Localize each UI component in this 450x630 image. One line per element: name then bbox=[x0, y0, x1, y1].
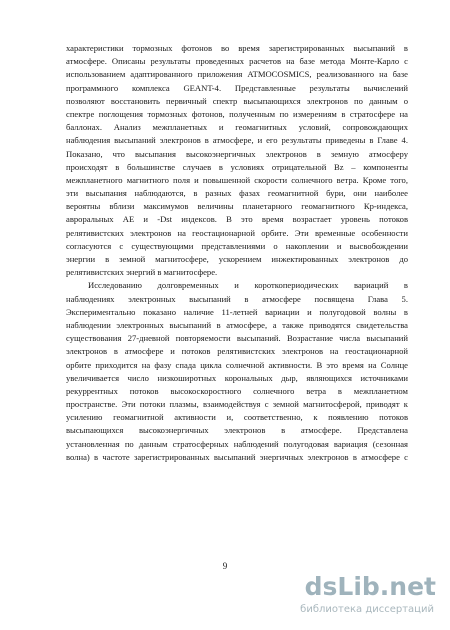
text-line: пространстве. Эти потоки плазмы, взаимодействуя с земной магнитосферой, приводят к bbox=[66, 399, 408, 410]
text-line: Экспериментально показано наличие 11-летней вариации и полугодовой волны в bbox=[66, 306, 408, 317]
page-number: 9 bbox=[222, 561, 228, 571]
text-line: высыпающихся высокоэнергичных электронов в атмосфере. Представлена bbox=[66, 425, 408, 436]
text-line: позволяют восстановить первичный спектр высыпающихся электронов по данным о bbox=[66, 95, 408, 106]
watermark-logo: dsLib.net bbox=[304, 572, 436, 601]
text-line: эти высыпания наблюдаются, в разных фазах геомагнитной бури, они наиболее bbox=[66, 188, 408, 199]
text-line: орбите приходится на фазу спада цикла солнечной активности. В это время на Солнце bbox=[66, 359, 408, 370]
text-line: энергии в земной магнитосфере, ускорением инжектированных электронов до bbox=[66, 254, 408, 264]
text-line: наблюдения высыпаний электронов в атмосфере, и его результаты приведены в Главе 4. bbox=[66, 135, 408, 146]
text-line: увеличивается число низкоширотных корональных дыр, являющихся источниками bbox=[66, 372, 408, 383]
text-line: усилению геомагнитной активности и, соответственно, к появлению потоков bbox=[66, 412, 408, 423]
text-line: вероятны вблизи максимумов величины планетарного геомагнитного Кр-индекса, bbox=[66, 201, 408, 212]
text-line: происходят в большинстве случаев в условиях отрицательной Bz – компоненты bbox=[66, 161, 408, 172]
text-line: Показано, что высыпания высокоэнергичных электронов в земную атмосферу bbox=[66, 148, 408, 159]
text-line: межпланетного магнитного поля и повышенной скорости солнечного ветра. Кроме того, bbox=[66, 174, 408, 185]
text-line: характеристики тормозных фотонов во время зарегистрированных высыпаний в bbox=[66, 43, 408, 53]
watermark-caption: библиотека диссертаций bbox=[300, 604, 434, 615]
text-line: рекуррентных потоков высокоскоростного солнечного ветра в межпланетном bbox=[66, 385, 408, 396]
text-line: спектре поглощения тормозных фотонов, полученным по измерениям в стратосфере на bbox=[66, 108, 408, 119]
text-line: волна) в частоте зарегистрированных высыпаний энергичных электронов в атмосфере с bbox=[66, 451, 408, 462]
body-text bbox=[66, 42, 408, 464]
text-line: авроральных AE и -Dst индексов. В это время возрастает уровень потоков bbox=[66, 214, 408, 225]
text-line: релятивистских электронов на геостационарной орбите. Эти временные особенности bbox=[66, 227, 408, 238]
text-line: Исследованию долговременных и короткопериодических вариаций в bbox=[88, 280, 408, 291]
text-line: согласуются с существующими представлениями о накоплении и высвобождении bbox=[66, 240, 408, 251]
text-line: наблюдении электронных высыпаний в атмосфере, а также приводятся свидетельства bbox=[66, 319, 408, 330]
text-line: существования 27-дневной повторяемости высыпаний. Возрастание числа высыпаний bbox=[66, 333, 408, 344]
text-line: использованием адаптированного приложения ATMOCOSMICS, реализованного на базе bbox=[66, 69, 408, 80]
text-line: наблюдениях электронных высыпаний в атмосфере посвящена Глава 5. bbox=[66, 293, 408, 304]
text-line: баллонах. Анализ межпланетных и геомагнитных условий, сопровождающих bbox=[66, 122, 408, 133]
text-line: электронов в атмосфере и потоков релятивистских электронов на геостационарной bbox=[66, 346, 408, 357]
text-line: программного комплекса GEANT-4. Представленные результаты вычислений bbox=[66, 82, 408, 93]
text-line: релятивистских энергий в магнитосфере. bbox=[66, 267, 218, 278]
text-line: атмосфере. Описаны результаты проведенных расчетов на базе метода Монте-Карло с bbox=[66, 56, 408, 67]
watermark bbox=[296, 574, 436, 622]
text-line: установленная по данным стратосферных наблюдений полугодовая вариация (сезонная bbox=[66, 438, 408, 449]
